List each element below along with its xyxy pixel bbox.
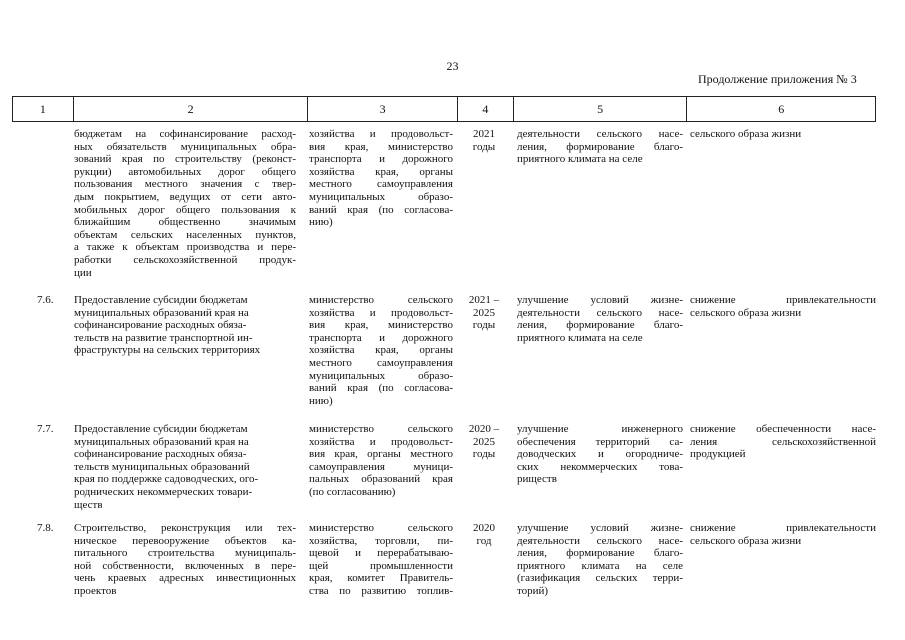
indicator-cell (690, 522, 876, 547)
text-line: бюджетам на софинансирование расход- (74, 128, 296, 140)
header-cell-6: 6 (778, 101, 785, 116)
measure-cell (74, 128, 296, 279)
header-cell-3: 3 (308, 97, 458, 121)
text-line: министерство сельского (309, 294, 453, 306)
text-line: год (476, 534, 492, 547)
text-line: снижение привлекательности (690, 294, 876, 306)
text-line: ления, формирование благо- (517, 140, 683, 153)
measure-cell (74, 423, 296, 511)
text-line: ваний края (по согласова- (309, 203, 453, 216)
text-line: муниципальных образо- (309, 369, 453, 382)
period-cell (459, 423, 509, 461)
text-line: сельского образа жизни (690, 306, 802, 319)
period-cell (459, 128, 509, 153)
text-line: хозяйства края, органы (309, 344, 453, 357)
text-line: софинансирование расходных обяза- (74, 448, 247, 461)
text-line: доводческих и огородниче- (517, 448, 683, 461)
page-number: 23 (446, 59, 459, 73)
text-line: объектам сельских населенных пунктов, (74, 228, 296, 241)
text-line: (по согласованию) (309, 485, 396, 498)
text-line: деятельности сельского насе- (517, 306, 683, 319)
text-line: хозяйства и продовольст- (309, 435, 453, 448)
text-line: края, комитет Правитель- (309, 572, 453, 585)
text-line: обеспечения территорий са- (517, 435, 683, 448)
text-line: приятного климата на селе (517, 559, 683, 572)
text-line: муниципальных образо- (309, 190, 453, 203)
result-cell (517, 128, 683, 166)
text-line: Строительство, реконструкция или тех- (74, 522, 296, 534)
text-line: годы (472, 319, 496, 332)
text-line: тельств на развитие транспортной ин- (74, 331, 253, 344)
text-line: муниципальных образований края на (74, 435, 249, 448)
text-line: 2021 (473, 128, 495, 140)
text-line: ных обязательств муниципальных обра- (74, 140, 296, 153)
text-line: транспорта и дорожного (309, 331, 453, 344)
text-line: министерство сельского (309, 423, 453, 435)
text-line: годы (472, 140, 496, 153)
text-line: хозяйства и продовольст- (309, 306, 453, 319)
text-line: ления, формирование благо- (517, 319, 683, 332)
executor-cell (309, 423, 453, 499)
result-cell (517, 522, 683, 598)
text-line: хозяйства, торговли, пи- (309, 534, 453, 547)
text-line: улучшение инженерного (517, 423, 683, 435)
text-line: нию) (309, 394, 333, 407)
text-line: края по поддержке садоводческих, ого- (74, 473, 259, 486)
text-line: ления сельскохозяйственной (690, 435, 876, 448)
row-number: 7.7. (37, 423, 54, 435)
text-line: ции (74, 266, 92, 279)
text-line: торий) (517, 584, 549, 597)
indicator-cell (690, 423, 876, 461)
text-line: мобильных дорог общего пользования к (74, 203, 296, 216)
text-line: сельского образа жизни (690, 128, 802, 140)
header-cell-5: 5 (514, 97, 688, 121)
text-line: щевой и перерабатываю- (309, 547, 453, 560)
header-cell-4: 4 (458, 97, 514, 121)
header-cell-1: 1 (13, 97, 74, 121)
text-line: муниципальных образований края на (74, 306, 249, 319)
text-line: дым покрытием, ведущих от сети авто- (74, 190, 296, 203)
text-line: ническое перевооружение объектов ка- (74, 534, 296, 547)
text-line: снижение обеспеченности насе- (690, 423, 876, 435)
header-cell-2: 2 (74, 97, 308, 121)
text-line: рукции) автомобильных дорог общего (74, 165, 296, 178)
text-line: пользования местного значения с твер- (74, 178, 296, 191)
text-line: ваний края (по согласова- (309, 382, 453, 395)
text-line: 2025 (473, 435, 495, 448)
appendix-continuation-note: Продолжение приложения № 3 (698, 72, 857, 86)
text-line: вия края, министерство (309, 140, 453, 153)
text-line: ства по развитию топлив- (309, 584, 453, 597)
text-line: приятного климата на селе (517, 331, 643, 344)
executor-cell (309, 294, 453, 407)
text-line: снижение привлекательности (690, 522, 876, 534)
text-line: работки сельскохозяйственной продук- (74, 253, 296, 266)
text-line: проектов (74, 584, 117, 597)
text-line: местного самоуправления (309, 356, 453, 369)
text-line: вия края, министерство (309, 319, 453, 332)
text-line: 2021 – (468, 294, 500, 306)
text-line: транспорта и дорожного (309, 153, 453, 166)
text-line: продукцией (690, 448, 746, 461)
period-cell (459, 522, 509, 547)
text-line: хозяйства и продовольст- (309, 128, 453, 140)
executor-cell (309, 522, 453, 598)
indicator-cell (690, 128, 876, 141)
table-header (12, 96, 876, 122)
text-line: министерство сельского (309, 522, 453, 534)
text-line: деятельности сельского насе- (517, 128, 683, 140)
text-line: питального строительства муниципаль- (74, 547, 296, 560)
text-line: ления, формирование благо- (517, 547, 683, 560)
measure-cell (74, 522, 296, 598)
indicator-cell (690, 294, 876, 319)
text-line: риществ (517, 473, 557, 486)
text-line: улучшение условий жизне- (517, 294, 683, 306)
text-line: щей промышленности (309, 559, 453, 572)
text-line: ной собственности, включенных в пере- (74, 559, 296, 572)
text-line: чень краевых адресных инвестиционных (74, 572, 296, 585)
row-number: 7.8. (37, 522, 54, 534)
text-line: улучшение условий жизне- (517, 522, 683, 534)
text-line: самоуправления муници- (309, 460, 453, 473)
text-line: тельств муниципальных образований (74, 460, 250, 473)
text-line: 2020 – (468, 423, 500, 435)
text-line: годы (472, 448, 496, 461)
row-number: 7.6. (37, 294, 54, 306)
text-line: деятельности сельского насе- (517, 534, 683, 547)
text-line: 2025 (473, 306, 495, 319)
text-line: Предоставление субсидии бюджетам (74, 423, 248, 435)
text-line: а также к объектам производства и пере- (74, 241, 296, 254)
text-line: роднических некоммерческих товари- (74, 485, 253, 498)
result-cell (517, 294, 683, 344)
executor-cell (309, 128, 453, 229)
text-line: пальных образований края (309, 473, 453, 486)
text-line: софинансирование расходных обяза- (74, 319, 247, 332)
text-line: фраструктуры на сельских территориях (74, 344, 261, 357)
text-line: 2020 (473, 522, 495, 534)
text-line: хозяйства края, органы (309, 165, 453, 178)
measure-cell (74, 294, 296, 357)
text-line: Предоставление субсидии бюджетам (74, 294, 248, 306)
text-line: ближайшим общественно значимым (74, 216, 296, 229)
text-line: сельского образа жизни (690, 534, 802, 547)
text-line: ских некоммерческих това- (517, 460, 683, 473)
text-line: ществ (74, 498, 103, 511)
text-line: вия края, органы местного (309, 448, 453, 461)
text-line: нию) (309, 216, 333, 229)
text-line: (газификация сельских терри- (517, 572, 683, 585)
text-line: приятного климата на селе (517, 153, 643, 166)
text-line: местного самоуправления (309, 178, 453, 191)
text-line: зований края по строительству (реконст- (74, 153, 296, 166)
period-cell (459, 294, 509, 332)
result-cell (517, 423, 683, 486)
